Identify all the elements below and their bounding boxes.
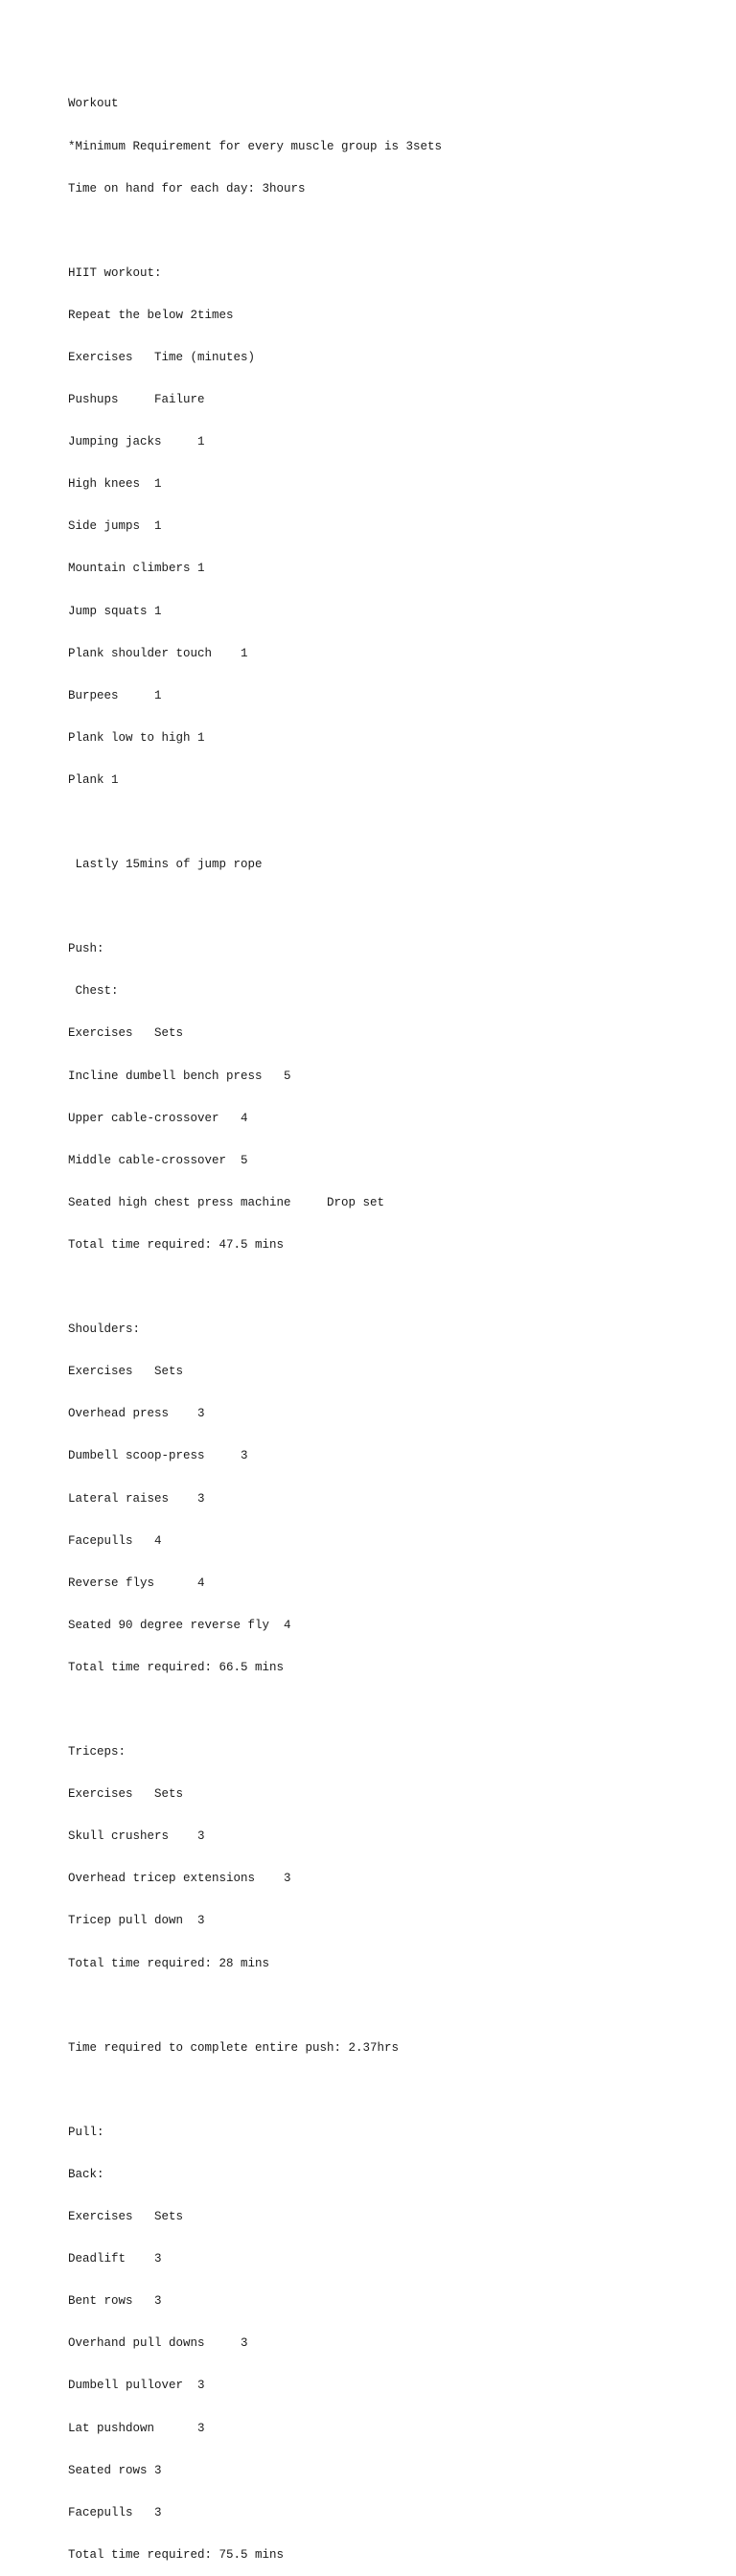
section-heading-hiit: HIIT workout:	[68, 265, 162, 280]
table-header: Exercises Sets	[68, 1026, 184, 1041]
exercise-row: Plank 1	[68, 772, 119, 787]
subsection-heading-back: Back:	[68, 2168, 104, 2181]
table-header: Exercises Sets	[68, 2210, 184, 2224]
doc-note: *Minimum Requirement for every muscle group is 3sets	[68, 139, 443, 153]
exercise-row: Skull crushers 3	[68, 1829, 205, 1844]
exercise-row: Tricep pull down 3	[68, 1914, 205, 1928]
text-line: Lastly 15mins of jump rope	[68, 858, 263, 872]
table-header: Exercises Sets	[68, 1787, 184, 1802]
push-total-time: Time required to complete entire push: 2.37hrs	[68, 2040, 400, 2055]
total-time: Total time required: 75.5 mins	[68, 2547, 285, 2562]
exercise-row: Jump squats 1	[68, 604, 162, 618]
exercise-row: Burpees 1	[68, 688, 162, 702]
exercise-row: Deadlift 3	[68, 2252, 162, 2266]
exercise-row: Seated 90 degree reverse fly 4	[68, 1618, 291, 1632]
blank-line	[68, 900, 442, 914]
total-time: Total time required: 28 mins	[68, 1956, 270, 1970]
subsection-heading-shoulders: Shoulders:	[68, 1322, 141, 1337]
table-header: Exercises Time (minutes)	[68, 350, 256, 364]
exercise-row: Jumping jacks 1	[68, 435, 205, 449]
subsection-heading-chest: Chest:	[68, 984, 119, 999]
exercise-row: Lateral raises 3	[68, 1491, 205, 1506]
exercise-row: Plank shoulder touch 1	[68, 646, 248, 660]
blank-line	[68, 816, 442, 830]
blank-line	[68, 1280, 442, 1295]
exercise-row: Incline dumbell bench press 5	[68, 1069, 291, 1083]
exercise-row: Seated high chest press machine Drop set	[68, 1195, 385, 1209]
document-body	[68, 69, 442, 2576]
exercise-row: Pushups Failure	[68, 393, 205, 407]
exercise-row: Plank low to high 1	[68, 730, 205, 745]
text-line: Repeat the below 2times	[68, 308, 234, 322]
exercise-row: Middle cable-crossover 5	[68, 1153, 248, 1167]
blank-line	[68, 1703, 442, 1717]
blank-line	[68, 224, 442, 239]
exercise-row: Overhead press 3	[68, 1407, 205, 1421]
subsection-heading-triceps: Triceps:	[68, 1745, 126, 1760]
blank-line	[68, 1999, 442, 2013]
exercise-row: Reverse flys 4	[68, 1576, 205, 1590]
exercise-row: Seated rows 3	[68, 2463, 162, 2477]
total-time: Total time required: 47.5 mins	[68, 1237, 285, 1252]
section-heading-push: Push:	[68, 942, 104, 956]
exercise-row: Dumbell pullover 3	[68, 2379, 205, 2393]
doc-time-on-hand: Time on hand for each day: 3hours	[68, 181, 306, 196]
doc-title: Workout	[68, 97, 119, 111]
exercise-row: Facepulls 3	[68, 2505, 162, 2519]
exercise-row: Dumbell scoop-press 3	[68, 1449, 248, 1463]
exercise-row: Upper cable-crossover 4	[68, 1111, 248, 1125]
total-time: Total time required: 66.5 mins	[68, 1660, 285, 1674]
exercise-row: Bent rows 3	[68, 2294, 162, 2309]
exercise-row: Facepulls 4	[68, 1533, 162, 1548]
table-header: Exercises Sets	[68, 1365, 184, 1379]
exercise-row: Side jumps 1	[68, 519, 162, 534]
exercise-row: Mountain climbers 1	[68, 562, 205, 576]
exercise-row: High knees 1	[68, 477, 162, 492]
exercise-row: Overhand pull downs 3	[68, 2336, 248, 2351]
exercise-row: Lat pushdown 3	[68, 2421, 205, 2435]
section-heading-pull: Pull:	[68, 2125, 104, 2139]
exercise-row: Overhead tricep extensions 3	[68, 1872, 291, 1886]
blank-line	[68, 2083, 442, 2098]
